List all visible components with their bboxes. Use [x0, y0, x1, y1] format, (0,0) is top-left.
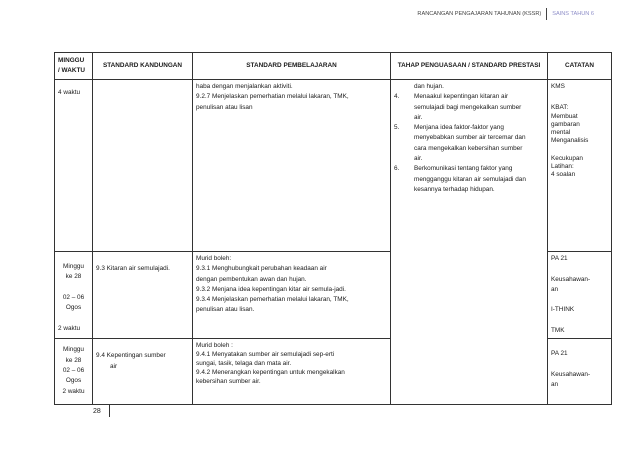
row1-waktu: 4 waktu [58, 89, 81, 96]
table-row [55, 80, 612, 252]
tp-line: menyebabkan sumber air tercemar dan [414, 134, 526, 142]
minggu-line: Minggu [63, 346, 84, 354]
tp-line: Menaakul kepentingan kitaran air [414, 93, 509, 101]
row2-sp-line: 9.3.4 Menjelaskan pemerhatian melalui lakaran, TMK, [196, 296, 349, 304]
row1-sp-line: haba dengan menjalankan aktiviti. [196, 83, 293, 90]
row2-sp [193, 252, 391, 339]
minggu-line: Ogos [65, 304, 82, 312]
catatan-line: Latihan: [551, 163, 574, 171]
col-sp: STANDARD PEMBELAJARAN [193, 53, 391, 80]
row2-catatan [548, 252, 612, 339]
catatan-line: Kecukupan [551, 155, 583, 163]
rpt-table [54, 52, 612, 405]
row3-catatan [548, 339, 612, 405]
catatan-line: Menganalisis [551, 136, 589, 144]
minggu-line: ke 28 [65, 356, 82, 364]
row3-minggu [55, 339, 93, 405]
list-item [394, 92, 544, 123]
catatan-line: Keusahawan- [551, 275, 591, 283]
row3-sk-line: air [110, 362, 118, 370]
row2-sp-line: 9.3.2 Menjana idea kepentingan kitar air semula-jadi. [196, 285, 346, 293]
minggu-line [58, 313, 89, 323]
minggu-line: 2 waktu [62, 387, 85, 395]
tp-continued: dan hujan. [414, 83, 444, 90]
row3-sp-line: Murid boleh : [196, 342, 233, 350]
tp-num: 6. [394, 165, 400, 173]
row1-sk [93, 80, 193, 252]
catatan-line: TMK [551, 327, 565, 335]
minggu-line: 02 – 06 [62, 293, 85, 301]
list-item [394, 123, 544, 164]
catatan-line: an [551, 285, 559, 293]
header-subject: SAINS TAHUN 6 [552, 11, 594, 17]
catatan-line [551, 145, 608, 155]
header-divider [546, 8, 547, 20]
minggu-line: Ogos [65, 377, 82, 385]
row2-sp-line: Murid boleh: [196, 255, 232, 262]
minggu-line: Minggu [63, 263, 84, 270]
page-header [417, 8, 594, 20]
row1-sp-line: 9.2.7 Menjelaskan pemerhatian melalui lakaran, TMK, [196, 93, 349, 101]
col-minggu-line2: / WAKTU [58, 67, 85, 74]
col-minggu-line1: MINGGU [58, 56, 85, 64]
row2-sk [93, 252, 193, 339]
catatan-line: 4 soalan [551, 171, 576, 179]
col-minggu [55, 53, 93, 80]
row3-sk-line: 9.4 Kepentingan sumber [96, 352, 166, 360]
col-sk: STANDARD KANDUNGAN [93, 53, 193, 80]
tp-num: 5. [394, 124, 400, 132]
minggu-line: 2 waktu [58, 324, 81, 332]
row3-sp-line: sungai, tasik, telaga dan mata air. [196, 360, 292, 368]
row2-minggu [55, 252, 93, 339]
row3-sp [193, 339, 391, 405]
row3-sp-line: kebersihan sumber air. [196, 378, 261, 386]
row2-sp-line: 9.3.1 Menghubungkait perubahan keadaan air [196, 265, 327, 273]
row2-sp-line: penulisan atau lisan. [196, 306, 255, 314]
row1-sp [193, 80, 391, 252]
catatan-line [551, 92, 608, 102]
tp-list [394, 92, 544, 195]
tp-line: mengganggu kitaran air semulajadi dan [414, 175, 526, 183]
row3-sk [93, 339, 193, 405]
col-catatan: CATATAN [548, 53, 612, 80]
tp-line: cara mengekalkan kebersihan sumber [414, 144, 523, 152]
row1-minggu [55, 80, 93, 252]
tp-line: Menjana idea faktor-faktor yang [414, 124, 504, 132]
tp-num: 4. [394, 93, 400, 101]
tp-cell [391, 80, 548, 405]
row2-sp-line: dengan pembentukan awan dan hujan. [196, 275, 307, 283]
catatan-line: Keusahawan- [551, 370, 591, 378]
catatan-line: mental [551, 128, 571, 136]
minggu-line: ke 28 [65, 273, 82, 281]
catatan-line: KBAT: [551, 103, 569, 111]
catatan-line: Membuat [551, 112, 578, 120]
catatan-line [551, 295, 608, 305]
catatan-line [551, 360, 608, 370]
page-footer [93, 405, 110, 417]
minggu-line [58, 283, 89, 293]
tp-line: Berkomunikasi tentang faktor yang [414, 165, 513, 173]
row1-sp-line: penulisan atau lisan [196, 103, 253, 111]
catatan-line: KMS [551, 83, 565, 90]
tp-line: kesannya terhadap hidupan. [414, 185, 495, 193]
catatan-line [551, 264, 608, 274]
catatan-line: PA 21 [551, 350, 568, 358]
catatan-line: gambaran [551, 120, 580, 128]
tp-line: semulajadi bagi mengekalkan sumber [414, 103, 522, 111]
table-header-row [55, 53, 612, 80]
list-item [394, 164, 544, 195]
row1-catatan [548, 80, 612, 252]
row3-sp-line: 9.4.1 Menyatakan sumber air semulajadi sep-erti [196, 351, 335, 359]
minggu-line: 02 – 06 [62, 366, 85, 374]
catatan-line [551, 316, 608, 326]
row3-sp-line: 9.4.2 Menerangkan kepentingan untuk mengekalkan [196, 369, 345, 377]
row2-sk-text: 9.3 Kitaran air semulajadi. [96, 265, 170, 272]
catatan-line: I-THINK [551, 306, 575, 314]
catatan-line: PA 21 [551, 255, 568, 262]
header-title: RANCANGAN PENGAJARAN TAHUNAN (KSSR) [417, 11, 542, 17]
tp-line: air. [414, 113, 423, 121]
tp-line: air. [414, 155, 423, 163]
page-number: 28 [93, 407, 101, 415]
footer-divider [109, 405, 110, 417]
col-tp: TAHAP PENGUASAAN / STANDARD PRESTASI [391, 53, 548, 80]
catatan-line: an [551, 381, 559, 389]
